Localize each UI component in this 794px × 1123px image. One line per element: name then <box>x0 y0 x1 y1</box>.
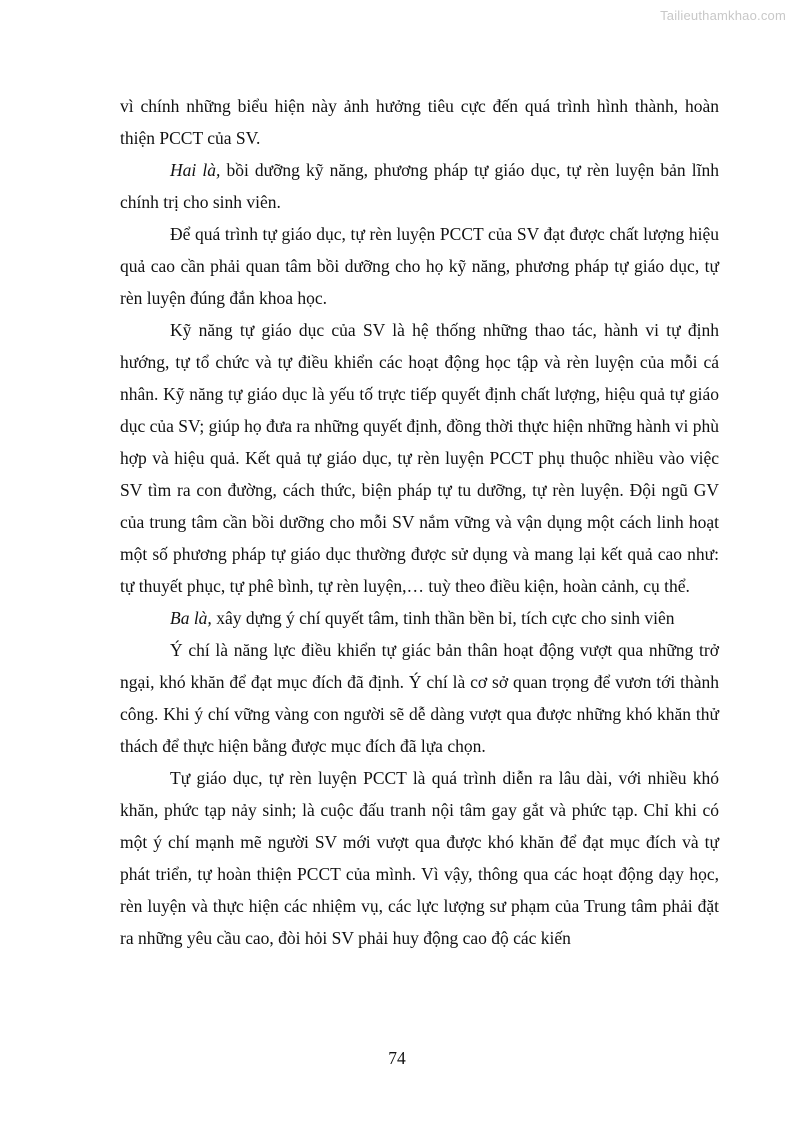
paragraph-1-text: vì chính những biểu hiện này ảnh hưởng tiêu cực đến quá trình hình thành, hoàn thiện PCCT của SV. <box>120 96 719 148</box>
document-body <box>120 90 719 954</box>
paragraph-6 <box>120 634 719 762</box>
paragraph-7 <box>120 762 719 954</box>
watermark-text: Tailieuthamkhao.com <box>660 8 786 23</box>
paragraph-7-text: Tự giáo dục, tự rèn luyện PCCT là quá trình diễn ra lâu dài, với nhiều khó khăn, phức tạp nảy sinh; là cuộc đấu tranh nội tâm gay gắt và phức tạp. Chỉ khi có một ý chí mạnh mẽ người SV mới vượt qua được khó khăn để đạt mục đích và tự phát triển, tự hoàn thiện PCCT của mình. Vì vậy, thông qua các hoạt động dạy học, rèn luyện và thực hiện các nhiệm vụ, các lực lượng sư phạm của Trung tâm phải đặt ra những yêu cầu cao, đòi hỏi SV phải huy động cao độ các kiến <box>120 768 719 948</box>
paragraph-2-lead: Hai là, <box>170 160 221 180</box>
paragraph-5-text: xây dựng ý chí quyết tâm, tinh thần bền bỉ, tích cực cho sinh viên <box>211 608 675 628</box>
paragraph-2-text: bồi dưỡng kỹ năng, phương pháp tự giáo dục, tự rèn luyện bản lĩnh chính trị cho sinh viên. <box>120 160 719 212</box>
paragraph-4-text: Kỹ năng tự giáo dục của SV là hệ thống những thao tác, hành vi tự định hướng, tự tổ chức và tự điều khiển các hoạt động học tập và rèn luyện của mỗi cá nhân. Kỹ năng tự giáo dục là yếu tố trực tiếp quyết định chất lượng, hiệu quả tự giáo dục của SV; giúp họ đưa ra những quyết định, đồng thời thực hiện những hành vi phù hợp và hiệu quả. Kết quả tự giáo dục, tự rèn luyện PCCT phụ thuộc nhiều vào việc SV tìm ra con đường, cách thức, biện pháp tự tu dưỡng, tự rèn luyện. Đội ngũ GV của trung tâm cần bồi dưỡng cho mỗi SV nắm vững và vận dụng một cách linh hoạt một số phương pháp tự giáo dục thường được sử dụng và mang lại kết quả cao như: tự thuyết phục, tự phê bình, tự rèn luyện,… tuỳ theo điều kiện, hoàn cảnh, cụ thể. <box>120 320 720 596</box>
page-number: 74 <box>388 1048 406 1068</box>
paragraph-3 <box>120 218 719 314</box>
paragraph-1 <box>120 90 719 154</box>
paragraph-4 <box>120 314 719 602</box>
paragraph-5-lead: Ba là, <box>170 608 212 628</box>
paragraph-3-text: Để quá trình tự giáo dục, tự rèn luyện PCCT của SV đạt được chất lượng hiệu quả cao cần phải quan tâm bồi dưỡng cho họ kỹ năng, phương pháp tự giáo dục, tự rèn luyện đúng đắn khoa học. <box>120 224 719 308</box>
paragraph-6-text: Ý chí là năng lực điều khiển tự giác bản thân hoạt động vượt qua những trở ngại, khó khăn để đạt mục đích đã định. Ý chí là cơ sở quan trọng để vươn tới thành công. Khi ý chí vững vàng con người sẽ dễ dàng vượt qua được những khó khăn thử thách để thực hiện bằng được mục đích đã lựa chọn. <box>120 640 719 756</box>
paragraph-2 <box>120 154 719 218</box>
paragraph-5 <box>120 602 719 634</box>
